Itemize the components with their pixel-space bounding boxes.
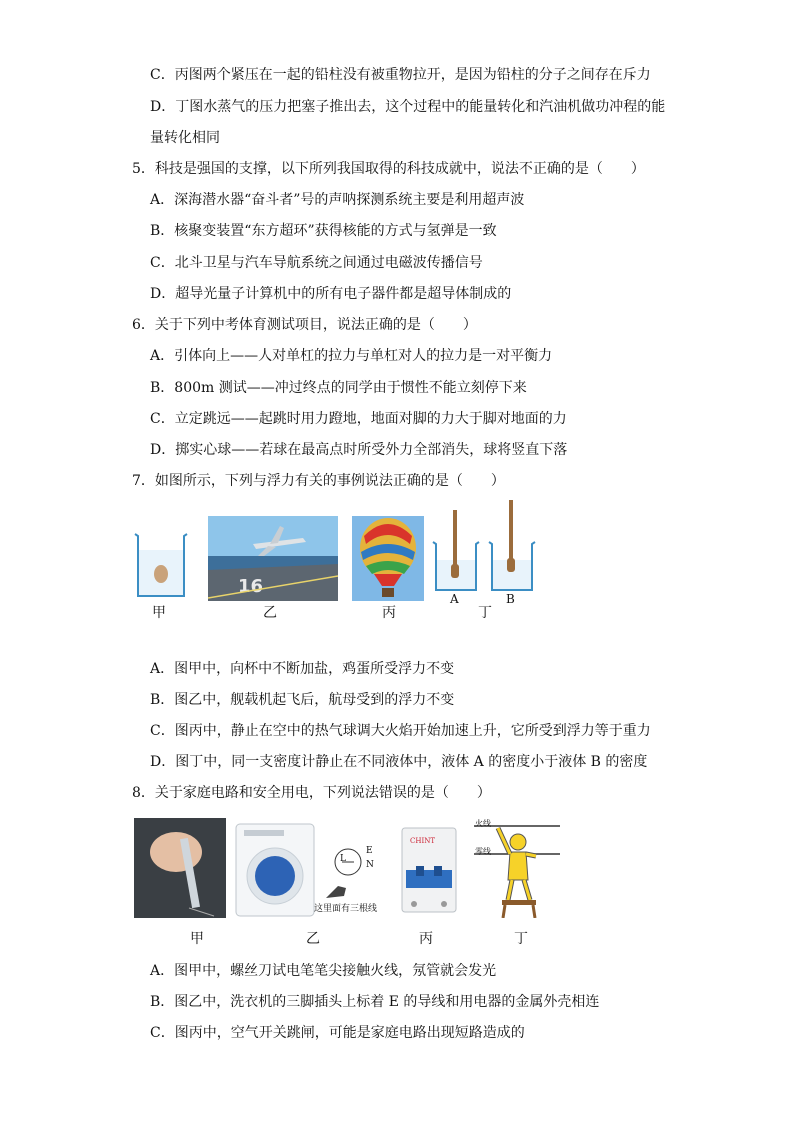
figure-7 <box>132 500 552 625</box>
hot-air-balloon-figure <box>352 516 424 601</box>
plug-label-n: N <box>366 860 374 870</box>
screw <box>411 901 417 907</box>
fig8-caption-bing: 丙 <box>419 931 433 947</box>
fig7-caption-ding: 丁 <box>478 605 492 621</box>
washer-drum <box>255 856 295 896</box>
beaker-b <box>489 500 535 590</box>
plug-label-e: E <box>366 846 373 856</box>
breaker-toggle-right <box>434 866 442 876</box>
beaker-egg-figure <box>132 530 190 600</box>
question-5: 5．科技是强国的支撑，以下所列我国取得的科技成就中，说法不正确的是（ ） <box>132 161 645 177</box>
q5-option-d: D．超导光量子计算机中的所有电子器件都是超导体制成的 <box>150 286 512 302</box>
live-wire-label: 火线 <box>475 819 491 828</box>
fig8-caption-jia: 甲 <box>190 931 204 947</box>
question-8: 8．关于家庭电路和安全用电，下列说法错误的是（ ） <box>132 785 491 801</box>
fig7-caption-yi: 乙 <box>263 605 277 621</box>
egg <box>154 565 168 583</box>
aircraft-carrier-figure <box>208 516 338 601</box>
fig7-caption-jia: 甲 <box>152 605 166 621</box>
person-icon <box>498 828 536 900</box>
question-7: 7．如图所示，下列与浮力有关的事例说法正确的是（ ） <box>132 473 505 489</box>
q7-option-c: C．图丙中，静止在空中的热气球调大火焰开始加速上升，它所受到浮力等于重力 <box>150 723 651 739</box>
neutral-wire-label: 零线 <box>475 847 491 856</box>
q5-option-b: B．核聚变装置“东方超环”获得核能的方式与氢弹是一致 <box>150 223 497 239</box>
label-a: A <box>450 592 459 606</box>
q7-option-b: B．图乙中，舰载机起飞后，航母受到的浮力不变 <box>150 692 455 708</box>
q7-option-d: D．图丁中，同一支密度计静止在不同液体中，液体 A 的密度小于液体 B 的密度 <box>150 754 648 770</box>
hydrometer-figure <box>430 500 542 610</box>
q4-option-d: D．丁图水蒸气的压力把塞子推出去，这个过程中的能量转化和汽油机做功冲程的能 <box>150 99 666 115</box>
sky <box>208 516 338 561</box>
fig7-caption-bing: 丙 <box>382 605 396 621</box>
breaker-toggle-left <box>416 866 424 876</box>
hand <box>150 832 202 872</box>
breaker-brand: CHINT <box>410 837 436 845</box>
washing-machine-figure <box>234 822 316 918</box>
q6-option-b: B．800m 测试——冲过终点的同学由于惯性不能立刻停下来 <box>150 380 527 396</box>
q8-option-c: C．图丙中，空气开关跳闸，可能是家庭电路出现短路造成的 <box>150 1025 525 1041</box>
test-pen-figure <box>134 818 226 918</box>
fig8-caption-yi: 乙 <box>306 931 320 947</box>
plug-icon <box>326 886 346 898</box>
stool-icon <box>502 900 536 918</box>
q6-option-d: D．掷实心球——若球在最高点时所受外力全部消失，球将竖直下落 <box>150 442 568 458</box>
q8-option-a: A．图甲中，螺丝刀试电笔笔尖接触火线，氖管就会发光 <box>150 963 497 979</box>
q6-option-a: A．引体向上——人对单杠的拉力与单杠对人的拉力是一对平衡力 <box>150 348 553 364</box>
q4-option-d-cont: 量转化相同 <box>150 130 220 146</box>
deck-number: 16 <box>238 576 264 597</box>
fig8-caption-ding: 丁 <box>514 931 528 947</box>
q7-option-a: A．图甲中，向杯中不断加盐，鸡蛋所受浮力不变 <box>150 661 455 677</box>
screw <box>441 901 447 907</box>
plug-note: 这里面有三根线 <box>314 904 378 914</box>
breaker-switch <box>406 870 452 888</box>
q5-option-a: A．深海潜水器“奋斗者”号的声呐探测系统主要是利用超声波 <box>150 192 525 208</box>
question-6: 6．关于下列中考体育测试项目，说法正确的是（ ） <box>132 317 477 333</box>
control-panel <box>244 830 284 836</box>
plug-label-l: L <box>340 854 346 864</box>
q5-option-c: C．北斗卫星与汽车导航系统之间通过电磁波传播信号 <box>150 255 483 271</box>
q4-option-c: C．丙图两个紧压在一起的铅柱没有被重物拉开，是因为铅柱的分子之间存在斥力 <box>150 67 651 83</box>
beaker-a <box>433 510 479 590</box>
label-b: B <box>506 592 515 606</box>
q6-option-c: C．立定跳远——起跳时用力蹬地，地面对脚的力大于脚对地面的力 <box>150 411 567 427</box>
figure-8 <box>134 812 564 952</box>
q8-option-b: B．图乙中，洗衣机的三脚插头上标着 E 的导线和用电器的金属外壳相连 <box>150 994 600 1010</box>
